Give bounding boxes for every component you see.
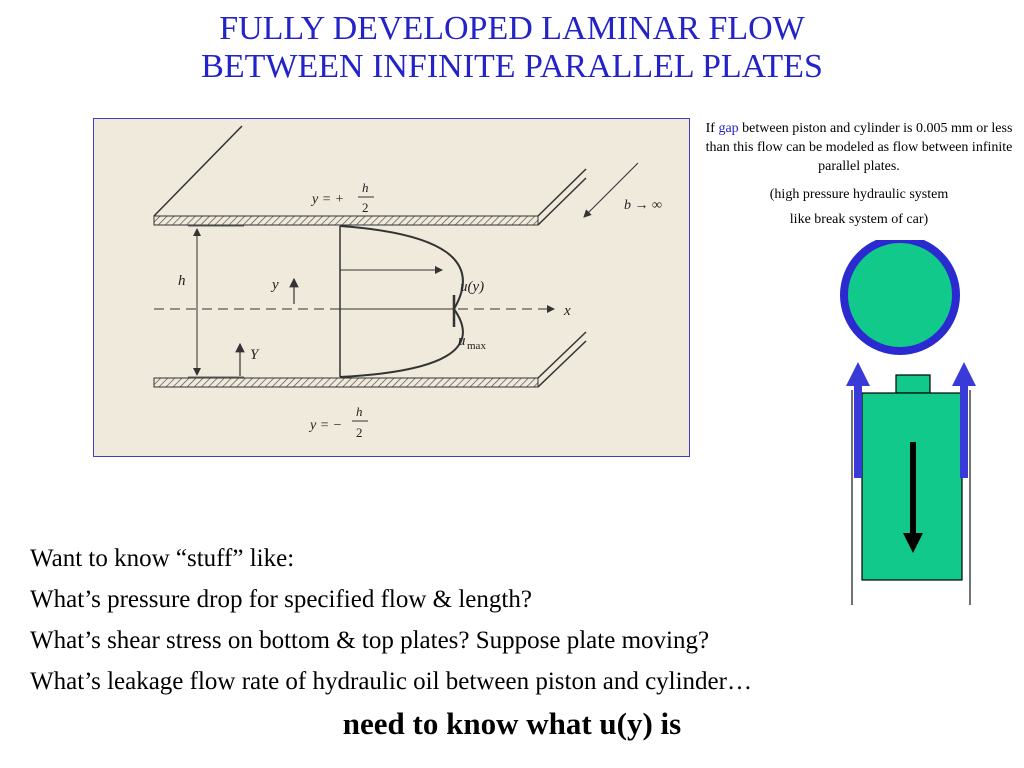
gap-note (700, 119, 1018, 232)
top-plate-two: 2 (362, 200, 369, 215)
b-label: b → ∞ (624, 198, 662, 213)
hydraulic-note-line-2: like break system of car) (789, 212, 929, 227)
parallel-plates-diagram (93, 118, 690, 457)
question-pressure-drop: What’s pressure drop for specified flow & length? (30, 586, 532, 613)
piston-rod (896, 375, 930, 393)
question-shear-stress: What’s shear stress on bottom & top plates? Suppose plate moving? (30, 627, 710, 654)
bottom-plate-h: h (356, 404, 363, 419)
top-plate-label: y = + (312, 192, 345, 207)
h-dimension (188, 226, 244, 377)
x-label: x (564, 303, 571, 319)
gap-note-text (700, 119, 1018, 176)
bottom-plate (154, 332, 586, 387)
gap-word: gap (718, 121, 739, 136)
velocity-profile (340, 226, 463, 377)
gap-note-prefix: If (705, 121, 715, 136)
parallel-plates-svg (94, 119, 690, 457)
top-plate (154, 126, 586, 225)
Y-label: Y (250, 347, 259, 363)
umax-label: u (458, 333, 466, 349)
bottom-plate-label: y = − (310, 418, 343, 433)
title-line-2: BETWEEN INFINITE PARALLEL PLATES (201, 48, 823, 85)
umax-subscript: max (467, 340, 486, 352)
y-label: y (272, 277, 279, 293)
question-list (30, 538, 1020, 702)
hydraulic-note-line-1: (high pressure hydraulic system (769, 187, 949, 202)
gap-note-body: between piston and cylinder is 0.005 mm or less than this flow can be modeled as flow between infinite parallel plates. (705, 121, 1013, 174)
question-intro: Want to know “stuff” like: (30, 545, 295, 572)
top-plate-h: h (362, 180, 369, 195)
title-line-1: FULLY DEVELOPED LAMINAR FLOW (219, 10, 805, 47)
piston-top-view (844, 240, 956, 351)
hydraulic-note (700, 182, 1018, 232)
u-of-y-label: u(y) (460, 279, 485, 295)
h-label: h (178, 273, 186, 289)
bottom-plate-two: 2 (356, 425, 363, 440)
conclusion-text: need to know what u(y) is (342, 706, 682, 741)
question-leakage-flow: What’s leakage flow rate of hydraulic oil between piston and cylinder… (30, 668, 752, 695)
slide-title (0, 10, 1024, 86)
